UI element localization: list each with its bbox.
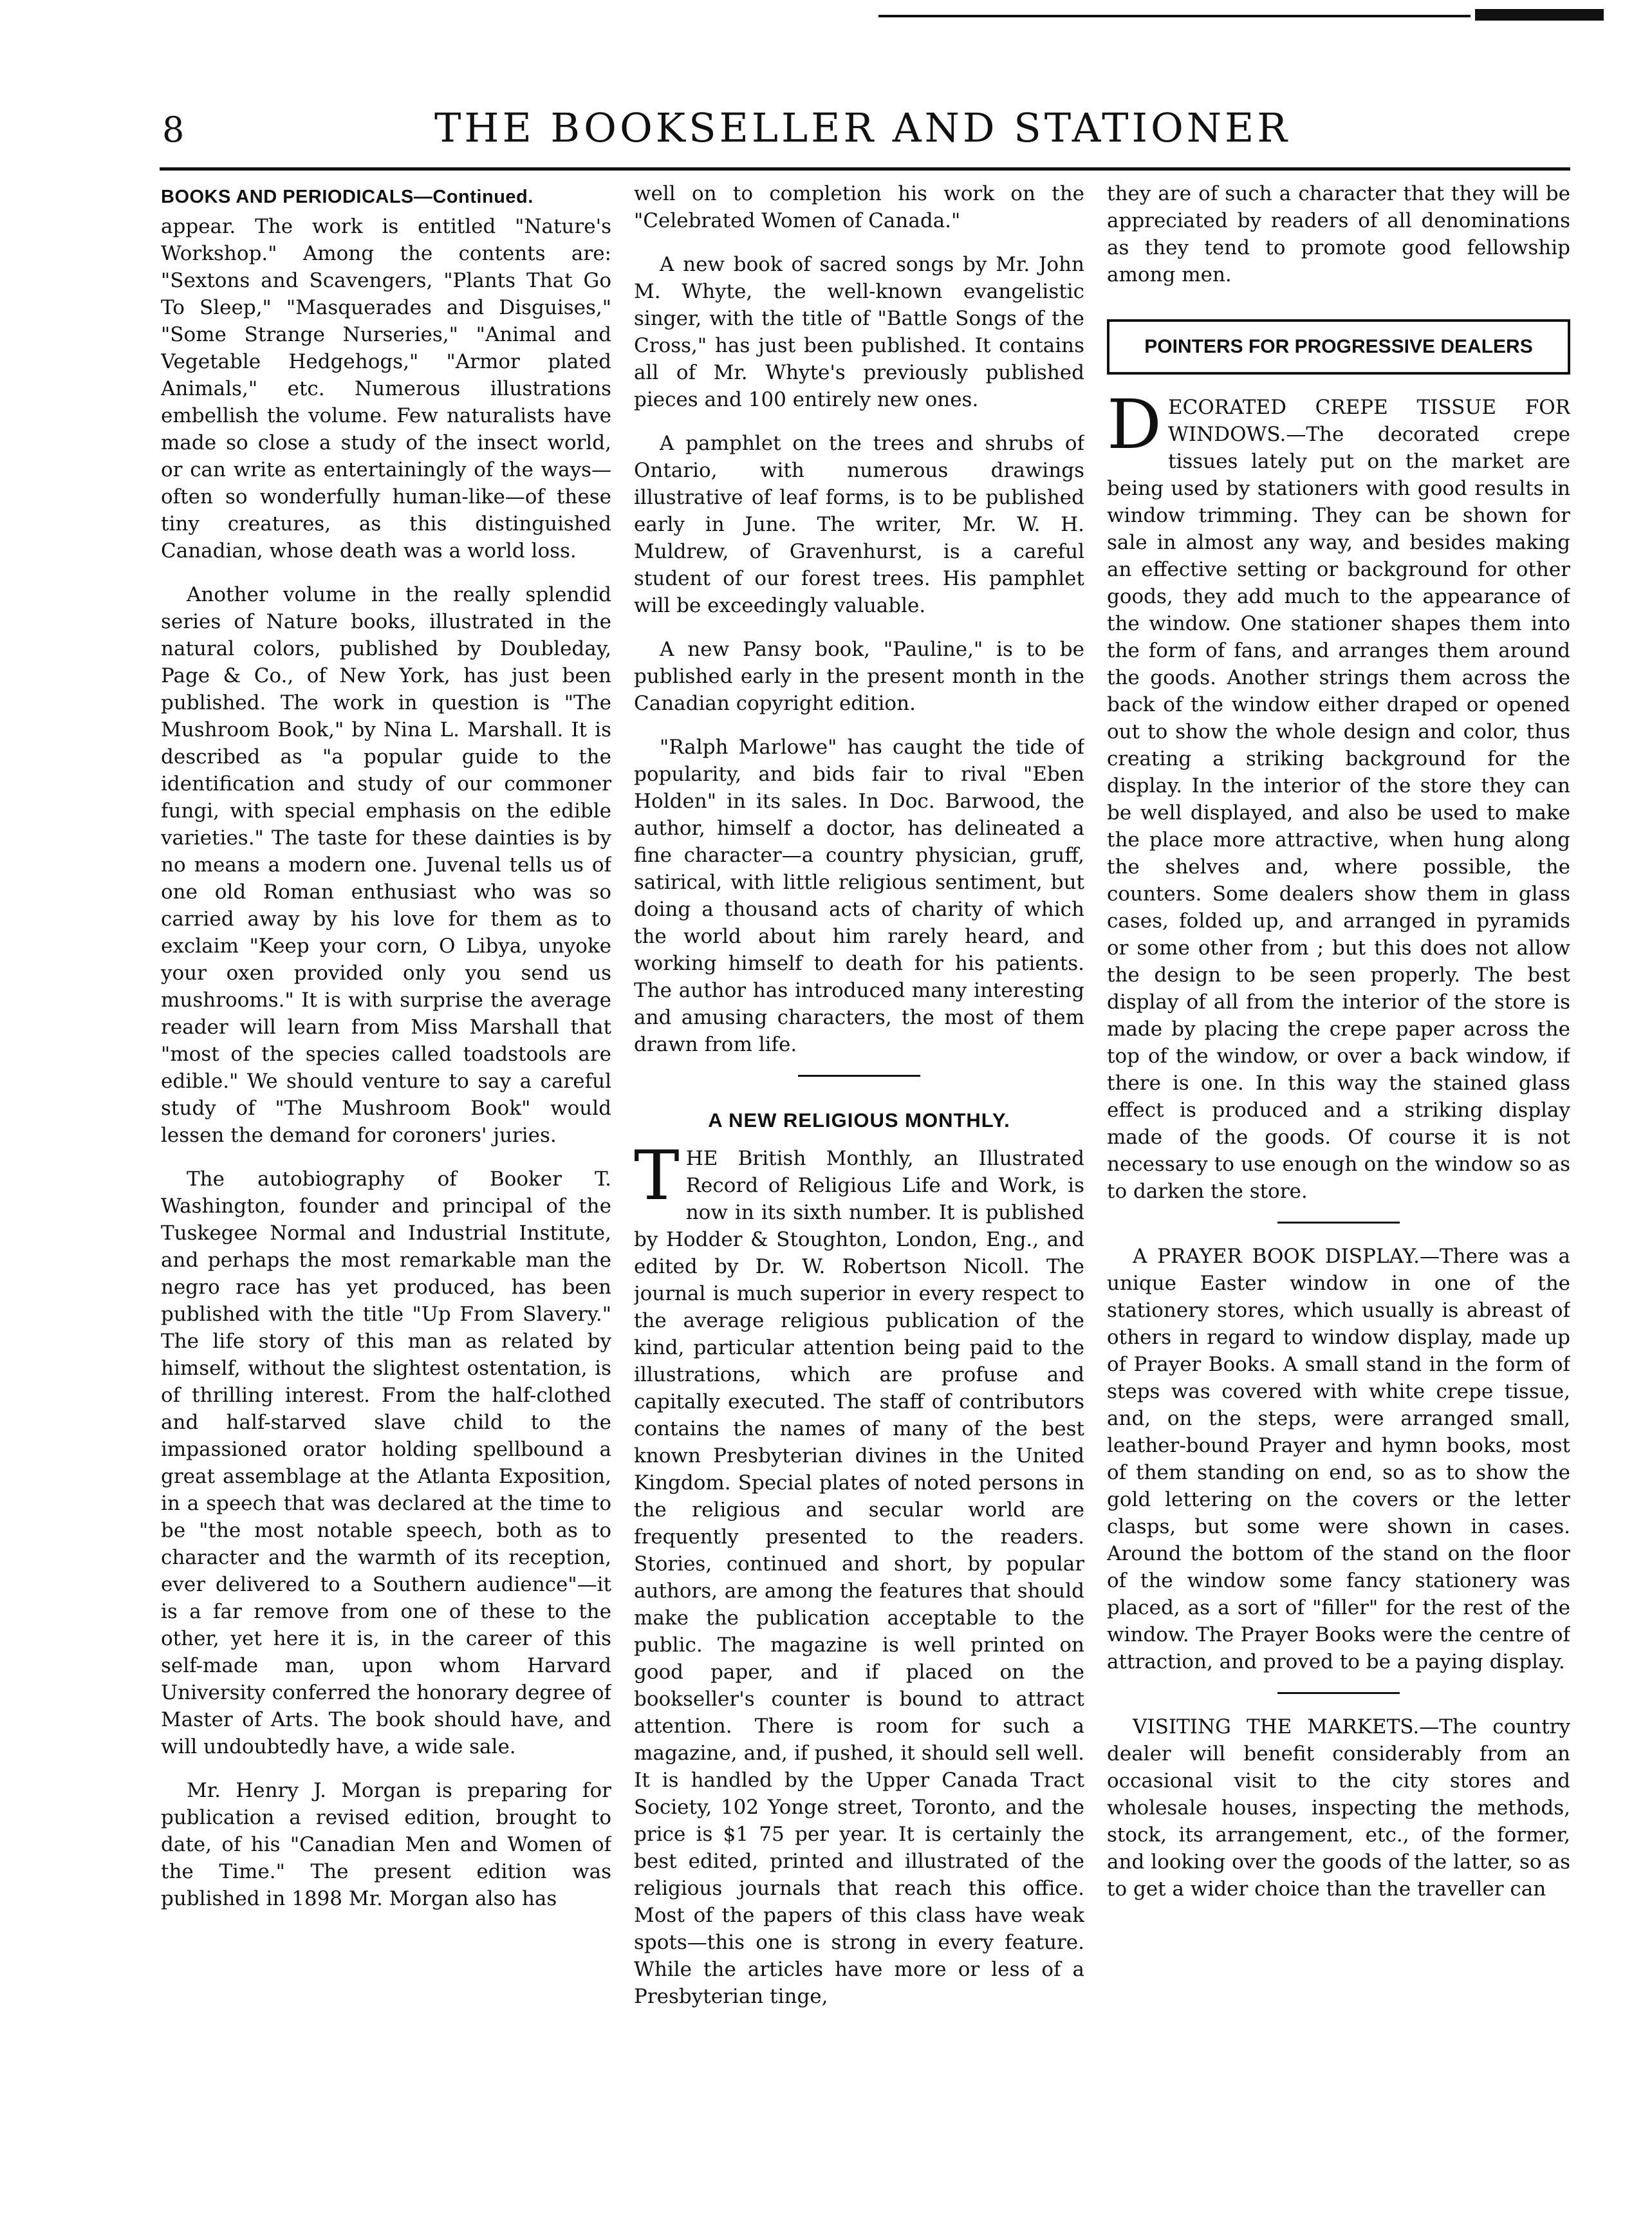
paragraph-title-crepe-tissue: ECORATED CREPE TISSUE FOR WINDOWS. <box>1168 396 1570 446</box>
paragraph-prayer-book <box>1107 1243 1570 1675</box>
paragraph-natures-workshop: appear. The work is entitled "Nature's Workshop." Among the contents are: "Sextons and Scavengers, "Plants That Go To Sleep," "Masquerades and Disguises," "Some Strange Nurseries," "Animal and Vegetable Hedgehogs," "Armor plated Animals," etc. Numerous illustrations embellish the volume. Few naturalists have made so close a study of the insect world, or can write as entertainingly of the ways—often so wonderfully human-like—of these tiny creatures, as this distinguished Canadian, whose death was a world loss. <box>161 215 611 563</box>
top-decorative-rule <box>878 15 1471 17</box>
paragraph-prayer-book-text: —There was a unique Easter window in one of the stationery stores, which usually is abreast of others in regard to window display, made up of Prayer Books. A small stand in the form of steps was covered with white crepe tissue, and, on the steps, were arranged small, leather-bound Prayer and hymn books, most of them standing on end, so as to show the gold lettering on the covers or the letter clasps, but some were shown in cases. Around the bottom of the stand on the floor of the window some fancy stationery was placed, as a sort of "filler" for the rest of the window. The Prayer Books were the centre of attraction, and proved to be a paying display. <box>1107 1245 1570 1673</box>
paragraph-title-prayer-book: A PRAYER BOOK DISPLAY. <box>1133 1245 1420 1268</box>
header-rule <box>160 167 1570 171</box>
column-left <box>161 180 611 2190</box>
boxed-heading-pointers: POINTERS FOR PROGRESSIVE DEALERS <box>1107 319 1570 375</box>
section-divider <box>1277 1222 1400 1224</box>
paragraph-mushroom-book: Another volume in the really splendid series of Nature books, illustrated in the natural colors, published by Doubleday, Page & Co., of New York, has just been published. The work in question is "The Mushroom Book," by Nina L. Marshall. It is described as "a popular guide to the identification and study of our commoner fungi, with special emphasis on the edible varieties." The taste for these dainties is by no means a modern one. Juvenal tells us of one old Roman enthusiast who was so carried away by his love for them as to exclaim "Keep your corn, O Libya, unyoke your oxen provided only you send us mushrooms." It is with surprise the average reader will learn from Miss Marshall that "most of the species called toadstools are edible." We should venture to say a careful study of "The Mushroom Book" would lessen the demand for coroners' juries. <box>161 583 611 1147</box>
paragraph-ralph-marlowe: "Ralph Marlowe" has caught the tide of popularity, and bids fair to rival "Eben Holden" in its sales. In Doc. Barwood, the author, himself a doctor, has delineated a fine character—a country physician, gruff, satirical, with little religious sentiment, but doing a thousand acts of charity of which the world about him rarely heard, and working himself to death for his patients. The author has introduced many interesting and amusing characters, the most of them drawn from life. <box>634 736 1084 1056</box>
page-number: 8 <box>162 109 185 150</box>
section-continued-label: BOOKS AND PERIODICALS—Continued. <box>161 187 534 207</box>
section-divider <box>1277 1692 1400 1694</box>
paragraph-visiting-markets-text: —The country dealer will benefit considerably from an occasional visit to the city stores and wholesale houses, inspecting the methods, stock, its arrangement, etc., of the former, and looking over the goods of the latter, so as to get a wider choice than the traveller can <box>1107 1715 1570 1901</box>
top-decorative-bar <box>1475 9 1604 21</box>
column-right <box>1107 180 1570 2190</box>
paragraph-pansy-book: A new Pansy book, "Pauline," is to be published early in the present month in the Canadian copyright edition. <box>634 638 1084 715</box>
drop-cap: T <box>634 1136 680 1215</box>
drop-cap: D <box>1107 385 1162 464</box>
section-divider <box>798 1075 920 1077</box>
paragraph-fellowship: they are of such a character that they will be appreciated by readers of all denominations as they tend to promote good fellowship among men. <box>1107 182 1570 286</box>
paragraph-trees-pamphlet: A pamphlet on the trees and shrubs of Ontario, with numerous drawings illustrative of leaf forms, is to be published early in June. The writer, Mr. W. H. Muldrew, of Gravenhurst, is a careful student of our forest trees. His pamphlet will be exceedingly valuable. <box>634 432 1084 617</box>
section-heading-religious-monthly: A NEW RELIGIOUS MONTHLY. <box>708 1109 1010 1131</box>
paragraph-sacred-songs: A new book of sacred songs by Mr. John M. Whyte, the well-known evangelistic singer, with the title of "Battle Songs of the Cross," has just been published. It contains all of Mr. Whyte's previously published pieces and 100 entirely new ones. <box>634 253 1084 411</box>
paragraph-title-visiting-markets: VISITING THE MARKETS. <box>1133 1715 1420 1738</box>
paragraph-british-monthly-text: HE British Monthly, an Illustrated Record of Religious Life and Work, is now in its sixth number. It is published by Hodder & Stoughton, London, Eng., and edited by Dr. W. Robertson Nicoll. The journal is much superior in every respect to the average religious publication of the kind, particular attention being paid to the illustrations, which are profuse and capitally executed. The staff of contributors contains the names of many of the best known Presbyterian divines in the United Kingdom. Special plates of noted persons in the religious and secular world are frequently presented to the readers. Stories, continued and short, by popular authors, are among the features that should make the publication acceptable to the public. The magazine is well printed on good paper, and if placed on the bookseller's counter is bound to attract attention. There is room for such a magazine, and, if pushed, it should sell well. It is handled by the Upper Canada Tract Society, 102 Yonge street, Toronto, and the price is $1 75 per year. It is certainly the best edited, printed and illustrated of the religious journals that reach this office. Most of the papers of this class have weak spots—this one is strong in every feature. While the articles have more or less of a Presbyterian tinge, <box>634 1147 1084 2008</box>
paragraph-british-monthly <box>634 1136 1084 2010</box>
paragraph-visiting-markets <box>1107 1713 1570 1903</box>
paragraph-crepe-tissue-text: —The decorated crepe tissues lately put on the market are being used by stationers with good results in window trimming. They can be shown for sale in almost any way, and besides making an effective setting or background for other goods, they add much to the appearance of the window. One stationer shapes them into the form of fans, and arranges them around the goods. Another strings them across the back of the window either draped or opened out to show the whole design and color, thus creating a striking background for the display. In the interior of the store they can be well displayed, and also be used to make the place more attractive, when hung along the shelves and, where possible, the counters. Some dealers show them in glass cases, folded up, and arranged in pyramids or some other from ; but this does not allow the design to be seen properly. The best display of all from the interior of the store is made by placing the crepe paper across the top of the window, or over a back window, if there is one. In this way the stained glass effect is produced and a striking display made of the goods. Of course it is not necessary to use enough on the window so as to darken the store. <box>1107 423 1570 1203</box>
column-middle <box>634 180 1084 2190</box>
paragraph-crepe-tissue <box>1107 385 1570 1205</box>
running-title: THE BOOKSELLER AND STATIONER <box>434 104 1290 151</box>
page-header <box>154 104 1570 162</box>
paragraph-celebrated-women: well on to completion his work on the "Celebrated Women of Canada." <box>634 182 1084 232</box>
paragraph-morgan: Mr. Henry J. Morgan is preparing for publication a revised edition, brought to date, of his "Canadian Men and Women of the Time." The present edition was published in 1898 Mr. Morgan also has <box>161 1779 611 1910</box>
paragraph-up-from-slavery: The autobiography of Booker T. Washington, founder and principal of the Tuskegee Normal and Industrial Institute, and perhaps the most remarkable man the negro race has yet produced, has been published with the title "Up From Slavery." The life story of this man as related by himself, without the slightest ostentation, is of thrilling interest. From the half-clothed and half-starved slave child to the impassioned orator holding spellbound a great assemblage at the Atlanta Exposition, in a speech that was declared at the time to be "the most notable speech, both as to character and the warmth of its reception, ever delivered to a Southern audience"—it is a far remove from one of these to the other, yet here it is, in the career of this self-made man, upon whom Harvard University conferred the honorary degree of Master of Arts. The book should have, and will undoubtedly have, a wide sale. <box>161 1168 611 1758</box>
